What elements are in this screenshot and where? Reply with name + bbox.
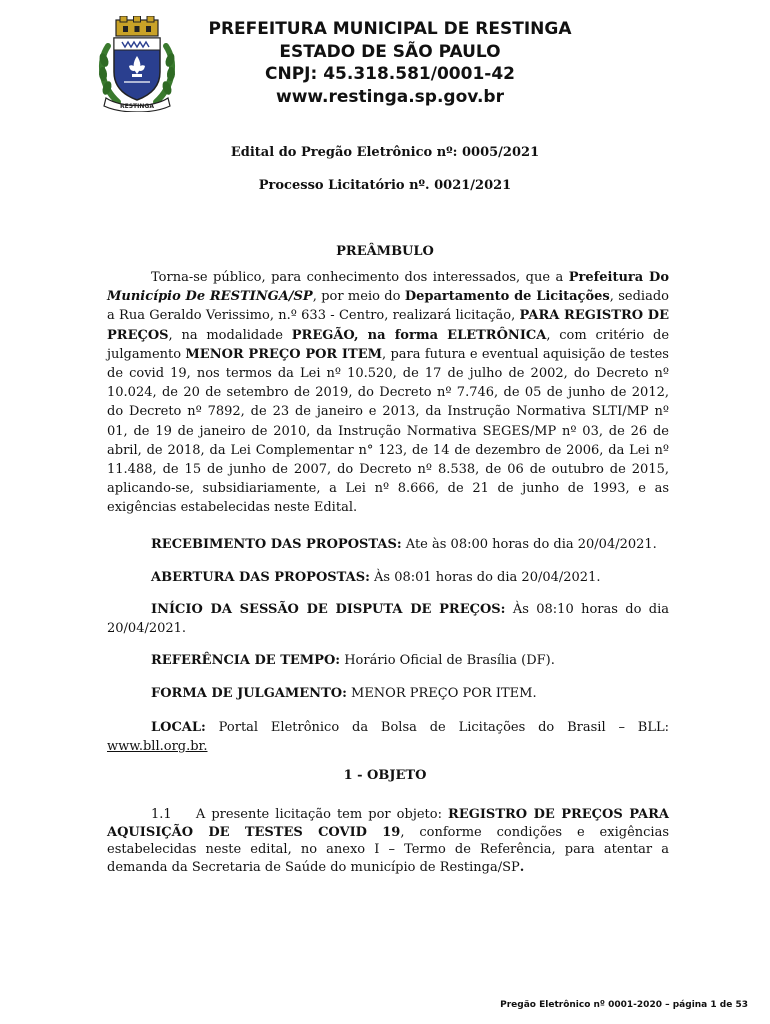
edital-title: Edital do Pregão Eletrônico nº: 0005/2021 (230, 145, 540, 160)
header-cnpj: CNPJ: 45.318.581/0001-42 (265, 64, 515, 84)
bll-website-link[interactable]: www.bll.org.br. (107, 739, 208, 755)
crest-motto: RESTINGA (120, 103, 154, 110)
page-footer: Pregão Eletrônico nº 0001-2020 – página 1 de 53 (500, 1000, 748, 1010)
header-estado: ESTADO DE SÃO PAULO (279, 41, 501, 62)
header-block (190, 18, 590, 108)
abertura-propostas: ABERTURA DAS PROPOSTAS: Às 08:01 horas do dia 20/04/2021. (151, 570, 601, 585)
preambulo-paragraph: Torna-se público, para conhecimento dos interessados, que a Prefeitura Do Município De RESTINGA/SP, por meio do Departamento de Licitações, sediado a Rua Geraldo Verissimo, n.º 633 - Centro, realizará licitação, PARA REGISTRO DE PREÇOS, na modalidade PREGÃO, na forma ELETRÔNICA, com critério de julgamento MENOR PREÇO POR ITEM, para futura e eventual aquisição de testes de covid 19, nos termos da Lei nº 10.520, de 17 de julho de 2002, do Decreto nº 10.024, de 20 de setembro de 2019, do Decreto nº 7.746, de 05 de junho de 2012, do Decreto nº 7892, de 23 de janeiro e 2013, da Instrução Normativa SLTI/MP nº 01, de 19 de janeiro de 2010, da Instrução Normativa SEGES/MP nº 03, de 26 de abril, de 2018, da Lei Complementar n° 123, de 14 de dezembro de 2006, da Lei nº 11.488, de 15 de junho de 2007, do Decreto nº 8.538, de 06 de outubro de 2015, aplicando-se, subsidiariamente, a Lei nº 8.666, de 21 de junho de 1993, e as exigências estabelecidas neste Edital. (107, 270, 670, 516)
preambulo-heading: PREÂMBULO (336, 244, 434, 259)
local-licitacao: LOCAL: Portal Eletrônico da Bolsa de Licitações do Brasil – BLL: www.bll.org.br. (107, 720, 669, 755)
processo-title: Processo Licitatório nº. 0021/2021 (258, 178, 512, 193)
municipal-crest-icon (96, 16, 178, 112)
header-prefeitura: PREFEITURA MUNICIPAL DE RESTINGA (208, 19, 572, 39)
objeto-heading: 1 - OBJETO (343, 768, 427, 783)
inicio-sessao: INÍCIO DA SESSÃO DE DISPUTA DE PREÇOS: Às 08:10 horas do dia 20/04/2021. (107, 602, 670, 637)
referencia-tempo: REFERÊNCIA DE TEMPO: Horário Oficial de Brasília (DF). (151, 653, 555, 668)
header-website: www.restinga.sp.gov.br (276, 86, 504, 107)
objeto-paragraph: 1.1 A presente licitação tem por objeto: REGISTRO DE PREÇOS PARA AQUISIÇÃO DE TESTES COVID 19, conforme condições e exigências estabelecidas neste edital, no anexo I – Termo de Referência, para atentar a demanda da Secretaria de Saúde do município de Restinga/SP. (107, 807, 669, 875)
forma-julgamento: FORMA DE JULGAMENTO: MENOR PREÇO POR ITEM. (151, 686, 537, 701)
recebimento-propostas: RECEBIMENTO DAS PROPOSTAS: Ate às 08:00 horas do dia 20/04/2021. (151, 537, 657, 552)
